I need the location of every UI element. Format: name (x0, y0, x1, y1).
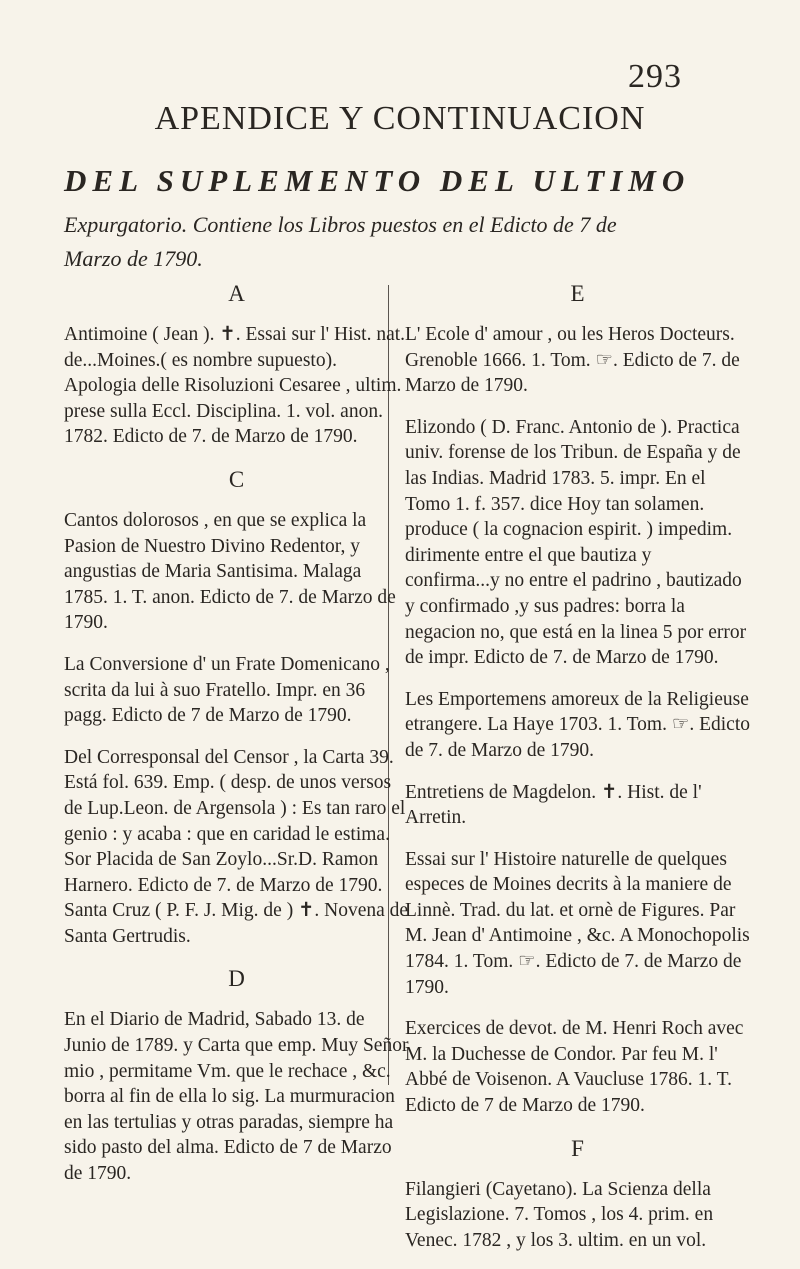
entry-d-1: En el Diario de Madrid, Sabado 13. de Junio de 1789. y Carta que emp. Muy Señor mio , permitame Vm. que le rechace , &c. borra al fin de ella lo sig. La murmuracion en las tertulias y otras paradas, siempre ha sido pasto del alma. Edicto de 7 de Marzo de 1790. (64, 1009, 409, 1185)
section-letter-e: E (570, 281, 585, 306)
entry-c-2: La Conversione d' un Frate Domenicano , scrita da lui à suo Fratello. Impr. en 36 pagg. Edicto de 7 de Marzo de 1790. (64, 653, 390, 727)
entry-e-5: Essai sur l' Histoire naturelle de quelques especes de Moines decrits à la maniere de Linnè. Trad. du lat. et ornè de Figures. Par M. Jean d' Antimoine , &c. A Monochopolis 1784. 1. Tom. ☞. Edicto de 7. de Marzo de 1790. (405, 848, 750, 998)
section-letter-d: D (228, 966, 245, 992)
entry-c-1: Cantos dolorosos , en que se explica la Pasion de Nuestro Divino Redentor, y angustias de Maria Santisima. Malaga 1785. 1. T. anon. Edicto de 7. de Marzo de 1790. (64, 509, 396, 634)
intro-line-1: Expurgatorio. Contiene los Libros puestos en el Edicto de 7 de (64, 212, 617, 237)
entry-c-3: Del Corresponsal del Censor , la Carta 39. Está fol. 639. Emp. ( desp. de unos versos de Lup.Leon. de Argensola ) : Es tan raro el genio : y acaba : que en caridad le estima. Sor Placida de San Zoylo...Sr.D. Ramon Harnero. Edicto de 7. de Marzo de 1790. Santa Cruz ( P. F. J. Mig. de ) ✝. Novena de Santa Gertrudis. (64, 746, 409, 947)
entry-e-3: Les Emportemens amoreux de la Religieuse etrangere. La Haye 1703. 1. Tom. ☞. Edicto de 7. de Marzo de 1790. (405, 688, 750, 761)
page-number: 293 (628, 58, 682, 95)
entry-a-1: Antimoine ( Jean ). ✝. Essai sur l' Hist. nat. de...Moines.( es nombre supuesto). Apologia delle Risoluzioni Cesaree , ultim. prese sulla Eccl. Disciplina. 1. vol. anon. 1782. Edicto de 7. de Marzo de 1790. (64, 324, 406, 448)
right-column (405, 280, 750, 1269)
page-title: APENDICE Y CONTINUACION (154, 100, 646, 137)
section-letter-f: F (571, 1135, 584, 1161)
entry-f-1: Filangieri (Cayetano). La Scienza della Legislazione. 7. Tomos , los 4. prim. en Venec. 1782 , y los 3. ultim. en un vol. (405, 1178, 714, 1251)
left-column (64, 280, 409, 1203)
page-subtitle: DEL SUPLEMENTO DEL ULTIMO (64, 163, 691, 198)
entry-e-2: Elizondo ( D. Franc. Antonio de ). Practica univ. forense de los Tribun. de España y de las Indias. Madrid 1783. 5. impr. En el Tomo 1. f. 357. dice Hoy tan solamen. produce ( la cognacion espirit. ) impedim. dirimente entre el que bautiza y confirma...y no entre el padrino , bautizado y confirmado ,y sus padres: borra la negacion no, que está en la linea 5 por error de impr. Edicto de 7. de Marzo de 1790. (405, 416, 747, 669)
entry-e-1: L' Ecole d' amour , ou les Heros Docteurs. Grenoble 1666. 1. Tom. ☞. Edicto de 7. de Marzo de 1790. (405, 324, 740, 397)
entry-e-6: Exercices de devot. de M. Henri Roch avec M. la Duchesse de Condor. Par feu M. l' Abbé de Voisenon. A Vaucluse 1786. 1. T. Edicto de 7 de Marzo de 1790. (405, 1018, 744, 1117)
intro-text (64, 208, 744, 276)
intro-line-2: Marzo de 1790. (64, 246, 203, 271)
section-letter-a: A (228, 281, 245, 306)
entry-e-4: Entretiens de Magdelon. ✝. Hist. de l' Arretin. (405, 781, 702, 829)
section-letter-c: C (228, 466, 245, 492)
